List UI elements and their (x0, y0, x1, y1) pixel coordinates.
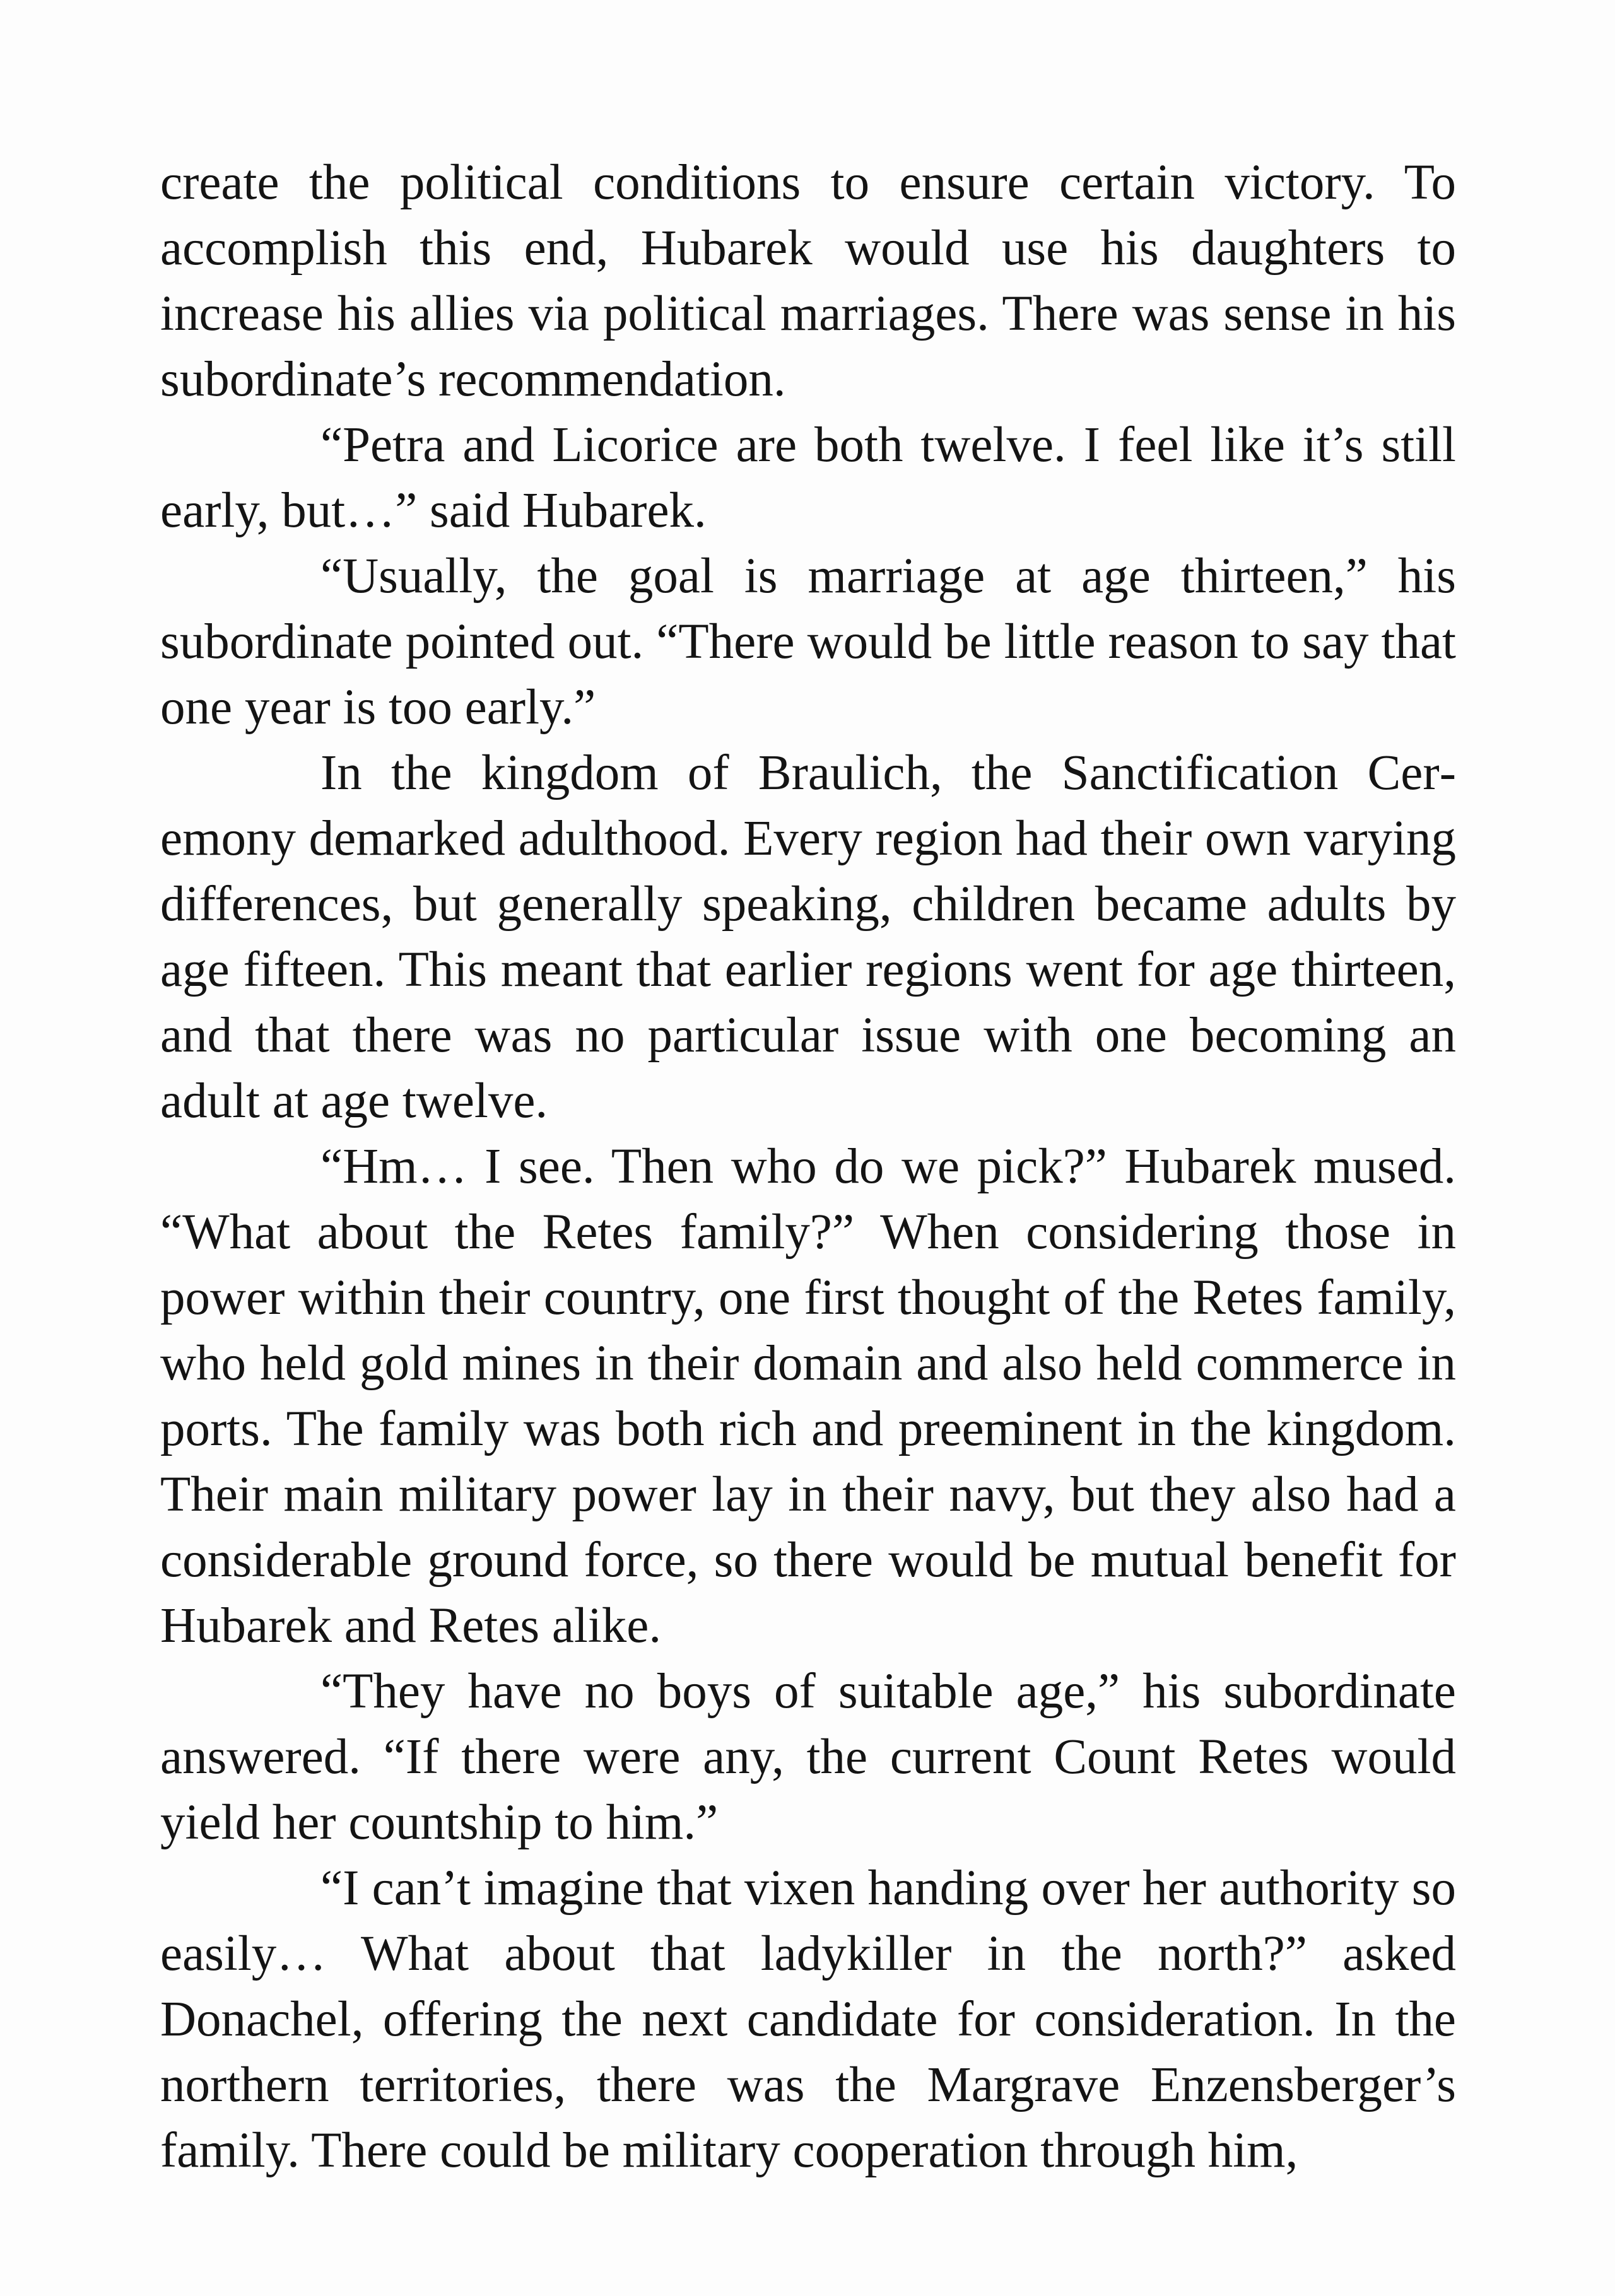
paragraph-4: In the kingdom of Braulich, the Sanctification Ceremony demarked adulthood. Every region had their own varying differences, but generally speaking, children became adults by age fifteen. This meant that earlier regions went for age thirteen, and that there was no particular issue with one becoming an adult at age twelve. (160, 746, 1456, 1128)
paragraph-7: “I can’t imagine that vixen handing over her authority so easily… What about that ladykiller in the north?” asked Donachel, offering the next candidate for consideration. In the northern territories, there was the Margrave Enzensberger’s family. There could be military cooperation through him, (160, 1861, 1456, 2178)
paragraph-5: “Hm… I see. Then who do we pick?” Hubarek mused. “What about the Retes family?” When considering those in power within their country, one first thought of the Retes family, who held gold mines in their domain and also held commerce in ports. The family was both rich and preeminent in the kingdom. Their main military power lay in their navy, but they also had a considerable ground force, so there would be mutual benefit for Hubarek and Retes alike. (160, 1139, 1456, 1653)
paragraph-6: “They have no boys of suitable age,” his subordinate answered. “If there were any, the current Count Retes would yield her countship to him.” (160, 1664, 1456, 1850)
paragraph-1: create the political conditions to ensure certain victory. To accomplish this end, Hubarek would use his daughters to increase his allies via political marriages. There was sense in his subordinate’s recommendation. (160, 155, 1456, 407)
page-text (160, 150, 1456, 2184)
paragraph-2: “Petra and Licorice are both twelve. I feel like it’s still early, but…” said Hubarek. (160, 418, 1456, 538)
paragraph-3: “Usually, the goal is marriage at age thirteen,” his subordinate pointed out. “There would be little reason to say that one year is too early.” (160, 549, 1456, 735)
